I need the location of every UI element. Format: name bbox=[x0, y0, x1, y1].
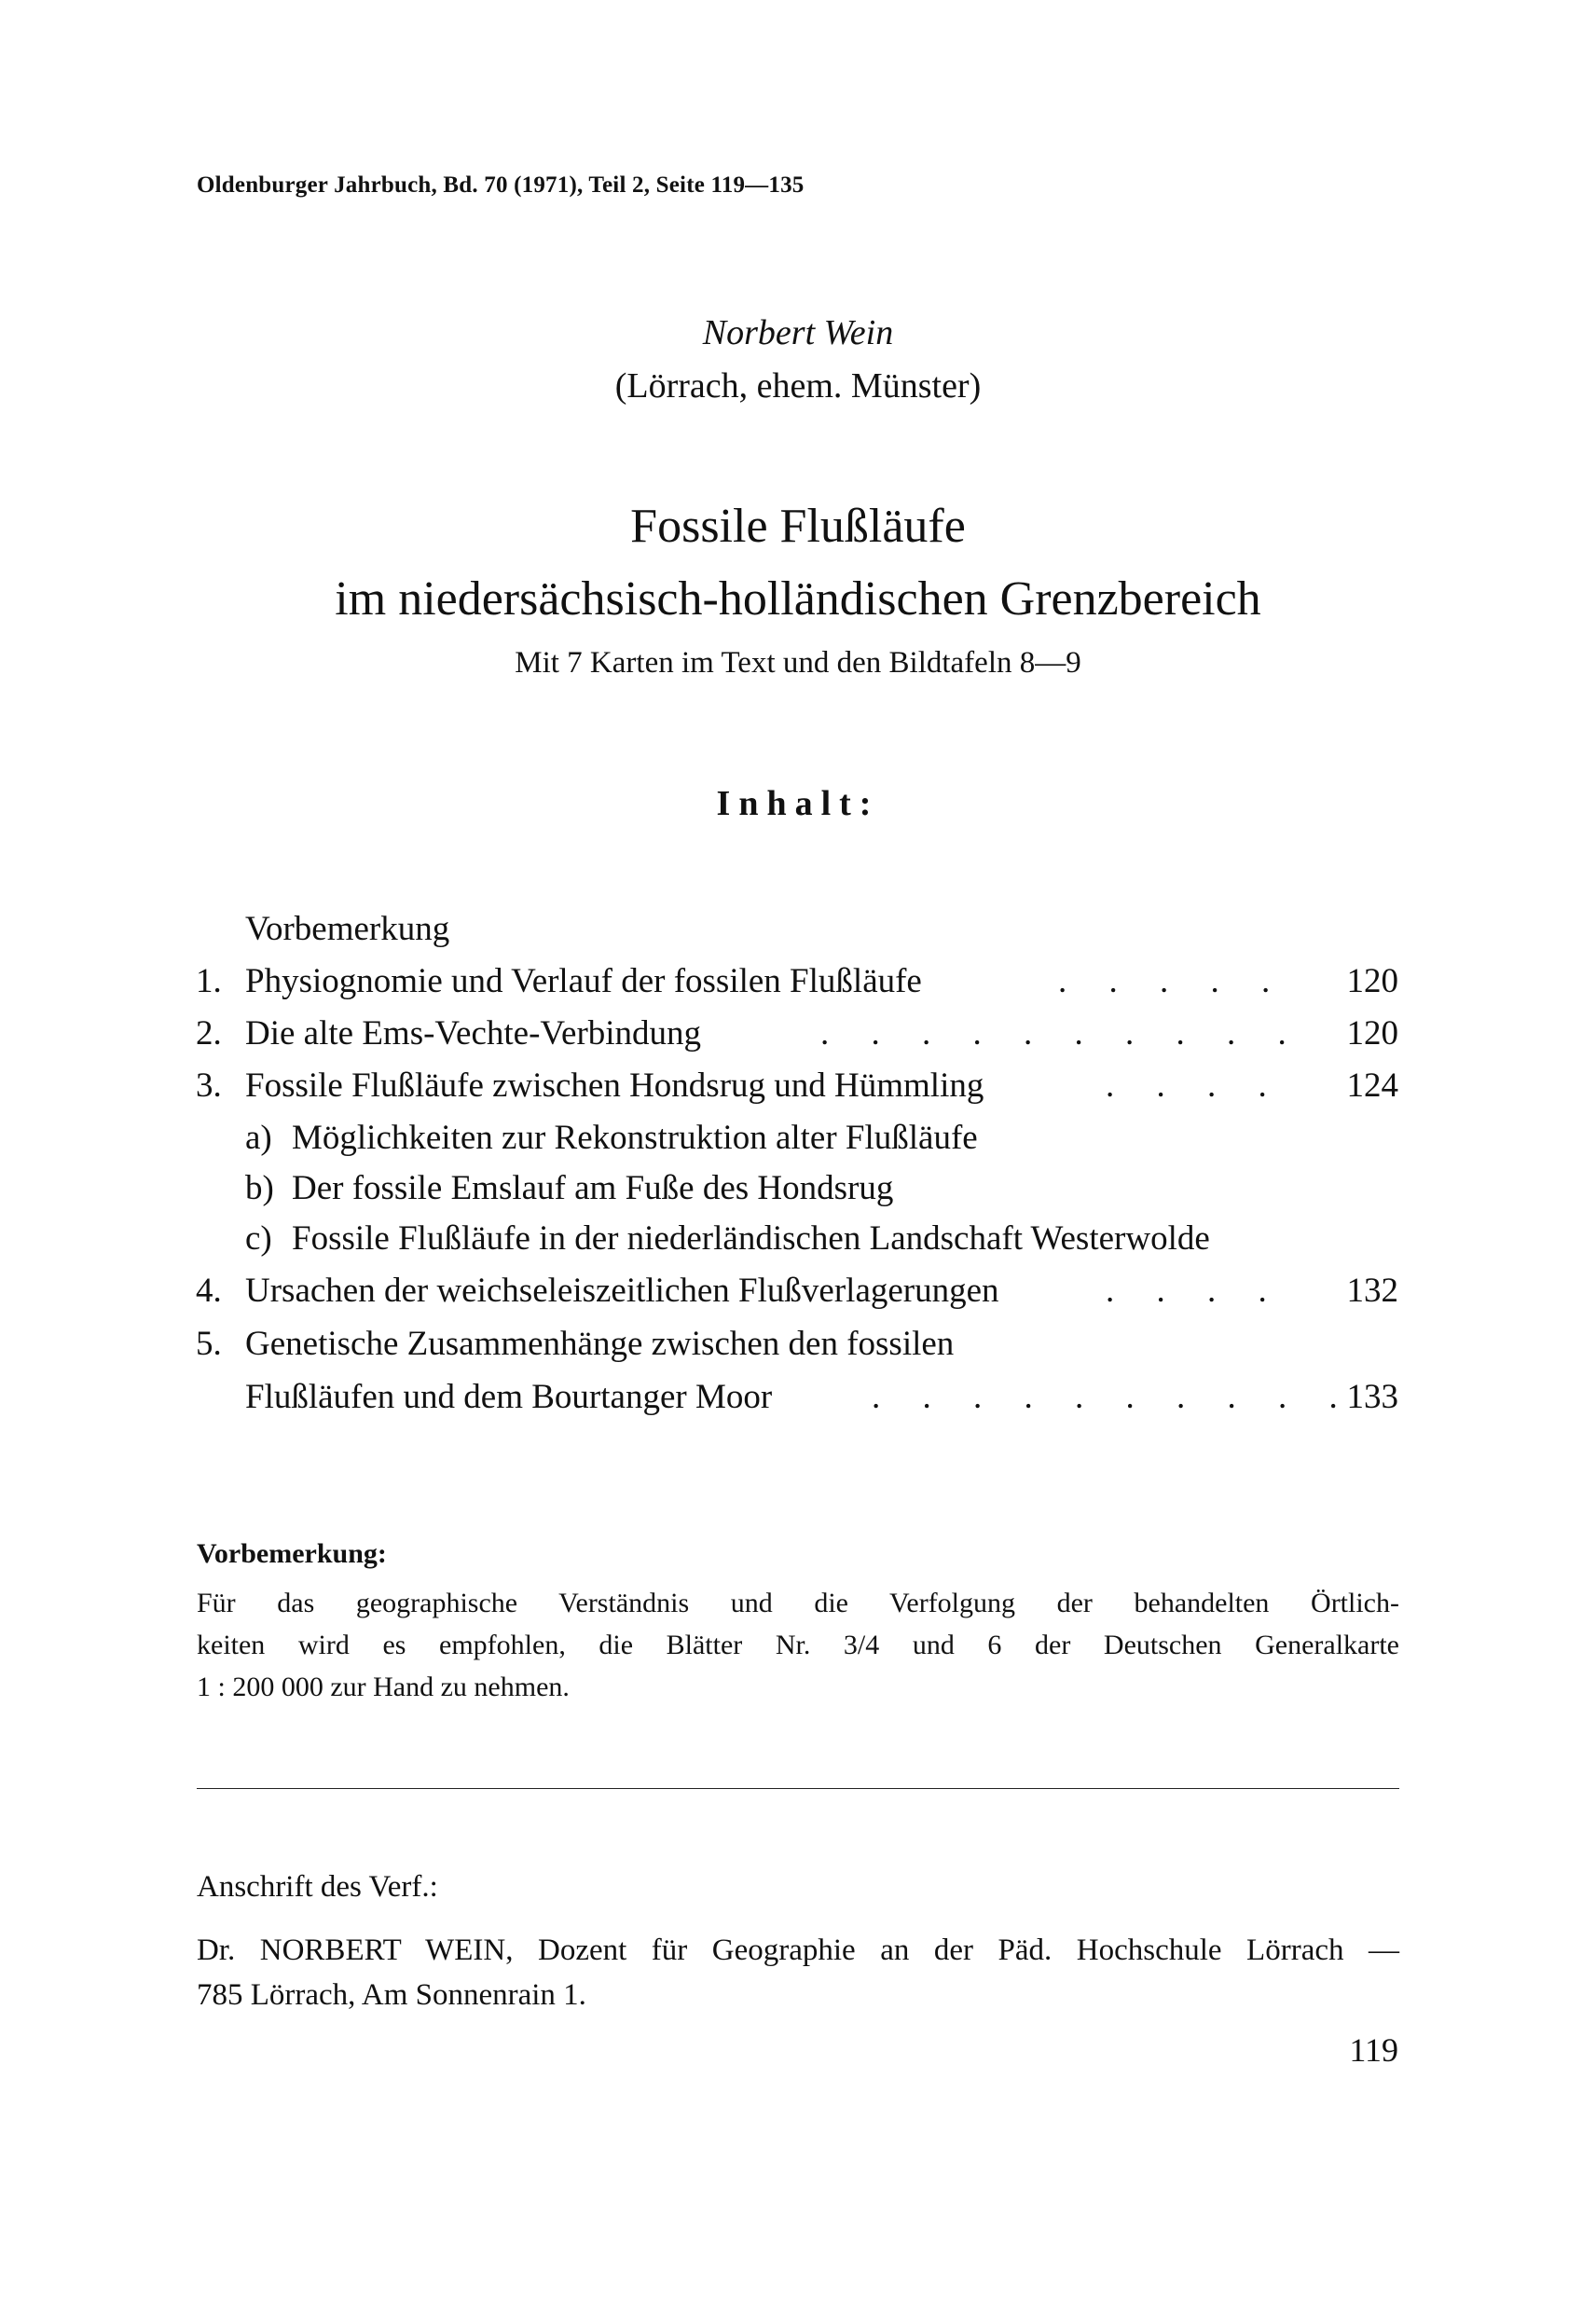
toc-text: Fossile Flußläufe zwischen Hondsrug und Hümmling bbox=[245, 1067, 984, 1105]
toc-sub-letter: b) bbox=[245, 1169, 274, 1207]
toc-number: 4. bbox=[196, 1272, 222, 1310]
toc-leader-dots: . . . . . . . . . . bbox=[872, 1378, 1355, 1416]
article-title-line-2: im niedersächsisch-holländischen Grenzbereich bbox=[335, 572, 1261, 626]
remark-line: Für das geographische Verständnis und die Verfolgung der behandelten Örtlich- bbox=[197, 1588, 1399, 1618]
remark-heading: Vorbemerkung: bbox=[197, 1538, 387, 1569]
author-affiliation: (Lörrach, ehem. Münster) bbox=[614, 366, 982, 406]
toc-sub-text: Fossile Flußläufe in der niederländischen Landschaft Westerwolde bbox=[292, 1219, 1210, 1258]
toc-sub-text: Möglichkeiten zur Rekonstruktion alter Flußläufe bbox=[292, 1119, 978, 1157]
toc-page-number: 132 bbox=[1346, 1272, 1398, 1310]
address-line: Dr. NORBERT WEIN, Dozent für Geographie an der Päd. Hochschule Lörrach — bbox=[197, 1934, 1399, 1967]
address-line: 785 Lörrach, Am Sonnenrain 1. bbox=[197, 1978, 586, 2012]
toc-leader-dots: . . . . bbox=[1106, 1067, 1284, 1105]
toc-page-number: 124 bbox=[1346, 1067, 1398, 1105]
remark-paragraph bbox=[197, 1582, 1399, 1708]
remark-line: keiten wird es empfohlen, die Blätter Nr. 3/4 und 6 der Deutschen Generalkarte bbox=[197, 1630, 1399, 1660]
section-divider bbox=[197, 1788, 1399, 1789]
toc-text-continued: Flußläufen und dem Bourtanger Moor bbox=[245, 1378, 773, 1416]
contents-heading: Inhalt: bbox=[716, 784, 880, 823]
toc-text: Physiognomie und Verlauf der fossilen Flußläufe bbox=[245, 962, 922, 1000]
toc-text: Die alte Ems-Vechte-Verbindung bbox=[245, 1014, 702, 1053]
toc-number: 2. bbox=[196, 1014, 222, 1053]
toc-page-number: 120 bbox=[1346, 962, 1398, 1000]
toc-sub-letter: c) bbox=[245, 1219, 272, 1258]
toc-text: Ursachen der weichseleiszeitlichen Flußverlagerungen bbox=[245, 1272, 999, 1310]
toc-sub-letter: a) bbox=[245, 1119, 272, 1157]
address-label: Anschrift des Verf.: bbox=[197, 1870, 438, 1904]
remark-line: 1 : 200 000 zur Hand zu nehmen. bbox=[197, 1672, 570, 1702]
toc-page-number: 133 bbox=[1346, 1378, 1398, 1416]
toc-number: 3. bbox=[196, 1067, 222, 1105]
page-number: 119 bbox=[1349, 2031, 1398, 2069]
toc-sub-text: Der fossile Emslauf am Fuße des Hondsrug bbox=[292, 1169, 894, 1207]
toc-text: Genetische Zusammenhänge zwischen den fossilen bbox=[245, 1325, 955, 1363]
author-name: Norbert Wein bbox=[702, 313, 894, 352]
toc-leader-dots: . . . . . . . . . . bbox=[820, 1014, 1303, 1053]
toc-number: 1. bbox=[196, 962, 222, 1000]
address-paragraph bbox=[197, 1928, 1399, 2017]
toc-leader-dots: . . . . . bbox=[1058, 962, 1287, 1000]
article-title-line-1: Fossile Flußläufe bbox=[630, 500, 966, 553]
article-subtitle: Mit 7 Karten im Text und den Bildtafeln 8—9 bbox=[515, 646, 1081, 680]
journal-citation: Oldenburger Jahrbuch, Bd. 70 (1971), Teil 2, Seite 119—135 bbox=[197, 172, 805, 198]
toc-page-number: 120 bbox=[1346, 1014, 1398, 1053]
toc-number: 5. bbox=[196, 1325, 222, 1363]
toc-preface-label: Vorbemerkung bbox=[245, 910, 450, 948]
toc-leader-dots: . . . . bbox=[1106, 1272, 1284, 1310]
